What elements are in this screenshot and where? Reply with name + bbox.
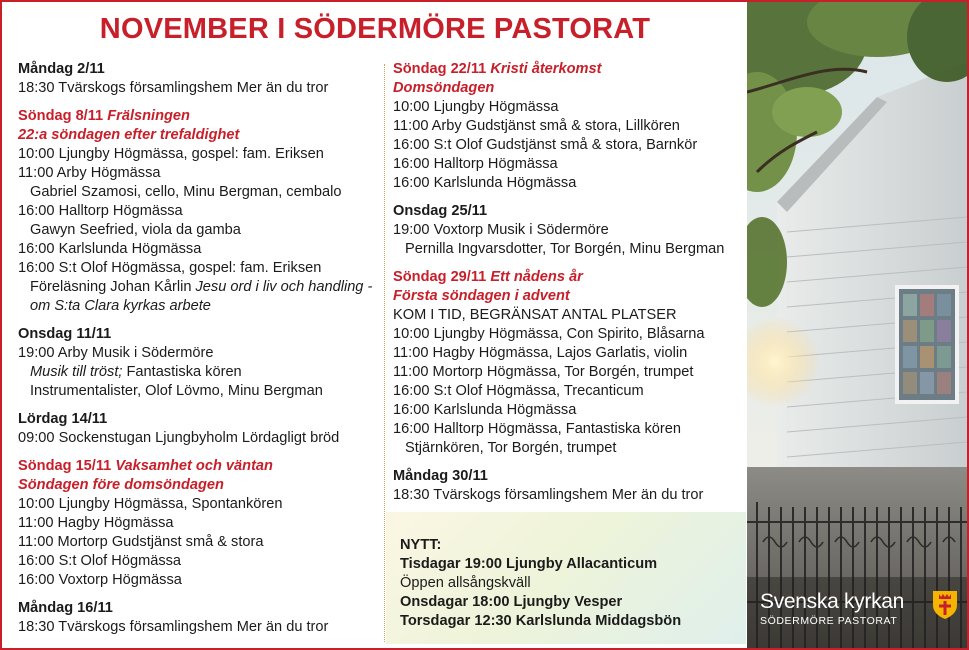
event-detail: Gawyn Seefried, viola da gamba (30, 222, 241, 238)
day-heading: Måndag 16/11 (18, 600, 113, 616)
day-heading: Måndag 30/11 (393, 468, 488, 484)
day-theme: Ett nådens år (490, 269, 583, 285)
event-day (18, 60, 380, 98)
event-line: 09:00 Sockenstugan Ljungbyholm Lördagligt bröd (18, 430, 340, 446)
day-theme: Kristi återkomst (490, 61, 602, 77)
left-column (18, 60, 380, 646)
event-detail: Stjärnkören, Tor Borgén, trumpet (405, 440, 617, 456)
event-line: 18:30 Tvärskogs församlingshem Mer än du tror (18, 80, 329, 96)
event-line: 10:00 Ljungby Högmässa, Spontankören (18, 496, 283, 512)
day-date: Söndag 29/11 (393, 269, 487, 285)
day-heading (393, 268, 748, 287)
day-heading: Måndag 2/11 (18, 61, 105, 77)
crown-shield-icon (932, 589, 958, 619)
event-detail (18, 363, 380, 382)
news-line: Tisdagar 19:00 Ljungby Allacanticum (400, 556, 658, 572)
event-line: 18:30 Tvärskogs församlingshem Mer än du tror (18, 619, 329, 635)
event-day (18, 457, 380, 590)
event-line: 16:00 Halltorp Högmässa (18, 203, 183, 219)
event-day (393, 202, 748, 259)
right-column (393, 60, 748, 514)
day-subtitle: Första söndagen i advent (393, 288, 570, 304)
event-line: 16:00 Halltorp Högmässa, Fantastiska kören (393, 421, 681, 437)
event-line: 11:00 Hagby Högmässa (18, 515, 174, 531)
event-line: 11:00 Mortorp Gudstjänst små & stora (18, 534, 264, 550)
news-line: Onsdagar 18:00 Ljungby Vesper (400, 594, 623, 610)
day-subtitle: Söndagen före domsöndagen (18, 477, 224, 493)
day-heading (18, 107, 380, 126)
news-box (386, 512, 746, 644)
event-day (393, 268, 748, 458)
news-label: NYTT: (400, 537, 442, 553)
church-illustration (747, 2, 967, 648)
concert-title: Musik till tröst; (30, 364, 123, 380)
event-day (18, 107, 380, 316)
event-line: 10:00 Ljungby Högmässa, Con Spirito, Blåsarna (393, 326, 705, 342)
event-line: 11:00 Mortorp Högmässa, Tor Borgén, trumpet (393, 364, 694, 380)
event-line: 11:00 Arby Högmässa (18, 165, 161, 181)
event-detail (18, 278, 380, 316)
event-detail: Instrumentalister, Olof Lövmo, Minu Bergman (30, 383, 323, 399)
news-content (400, 536, 681, 631)
column-divider (384, 64, 385, 642)
event-line: 16:00 Karlslunda Högmässa (18, 241, 202, 257)
concert-choir: Fantastiska kören (122, 364, 242, 380)
event-line: 16:00 S:t Olof Högmässa, gospel: fam. Eriksen (18, 260, 322, 276)
event-line: 16:00 S:t Olof Högmässa, Trecanticum (393, 383, 644, 399)
day-theme: Frälsningen (107, 108, 190, 124)
event-line: 10:00 Ljungby Högmässa (393, 99, 559, 115)
event-day (393, 60, 748, 193)
event-line: 16:00 S:t Olof Gudstjänst små & stora, Barnkör (393, 137, 698, 153)
page-title: NOVEMBER I SÖDERMÖRE PASTORAT (99, 13, 651, 45)
day-heading: Onsdag 25/11 (393, 203, 488, 219)
lecture-label: Föreläsning Johan Kårlin (30, 279, 196, 295)
day-heading (18, 457, 380, 476)
event-line: 19:00 Arby Musik i Södermöre (18, 345, 214, 361)
event-day (18, 599, 380, 637)
event-line: 18:30 Tvärskogs församlingshem Mer än du tror (393, 487, 704, 503)
event-line: 16:00 Karlslunda Högmässa (393, 402, 577, 418)
event-line: 16:00 Halltorp Högmässa (393, 156, 558, 172)
day-heading: Onsdag 11/11 (18, 326, 112, 342)
day-subtitle: Domsöndagen (393, 80, 495, 96)
news-line: Torsdagar 12:30 Karlslunda Middagsbön (400, 613, 682, 629)
day-heading: Lördag 14/11 (18, 411, 108, 427)
day-heading (393, 60, 748, 79)
church-photo (747, 2, 967, 648)
event-day (393, 467, 748, 505)
event-line: 16:00 S:t Olof Högmässa (18, 553, 182, 569)
event-line: 16:00 Karlslunda Högmässa (393, 175, 577, 191)
event-day (18, 410, 380, 448)
day-date: Söndag 8/11 (18, 108, 104, 124)
event-line: 11:00 Hagby Högmässa, Lajos Garlatis, violin (393, 345, 688, 361)
event-line: 11:00 Arby Gudstjänst små & stora, Lillkören (393, 118, 680, 134)
day-date: Söndag 22/11 (393, 61, 487, 77)
event-day (18, 325, 380, 401)
logo-name: Svenska kyrkan (760, 590, 905, 613)
event-detail: Gabriel Szamosi, cello, Minu Bergman, cembalo (30, 184, 342, 200)
day-theme: Vaksamhet och väntan (115, 458, 273, 474)
day-date: Söndag 15/11 (18, 458, 112, 474)
svenska-kyrkan-logo (760, 590, 904, 627)
day-subtitle: 22:a söndagen efter trefaldighet (18, 127, 240, 143)
event-line: 16:00 Voxtorp Högmässa (18, 572, 182, 588)
event-line: 19:00 Voxtorp Musik i Södermöre (393, 222, 609, 238)
event-detail: Pernilla Ingvarsdotter, Tor Borgén, Minu Bergman (405, 241, 725, 257)
notice-line: KOM I TID, BEGRÄNSAT ANTAL PLATSER (393, 307, 677, 323)
event-line: 10:00 Ljungby Högmässa, gospel: fam. Eriksen (18, 146, 324, 162)
news-line: Öppen allsångskväll (400, 575, 531, 591)
logo-subtitle: SÖDERMÖRE PASTORAT (760, 615, 898, 627)
lecture-title: Jesu ord i liv och handling - om S:ta Clara kyrkas arbete (30, 279, 373, 314)
